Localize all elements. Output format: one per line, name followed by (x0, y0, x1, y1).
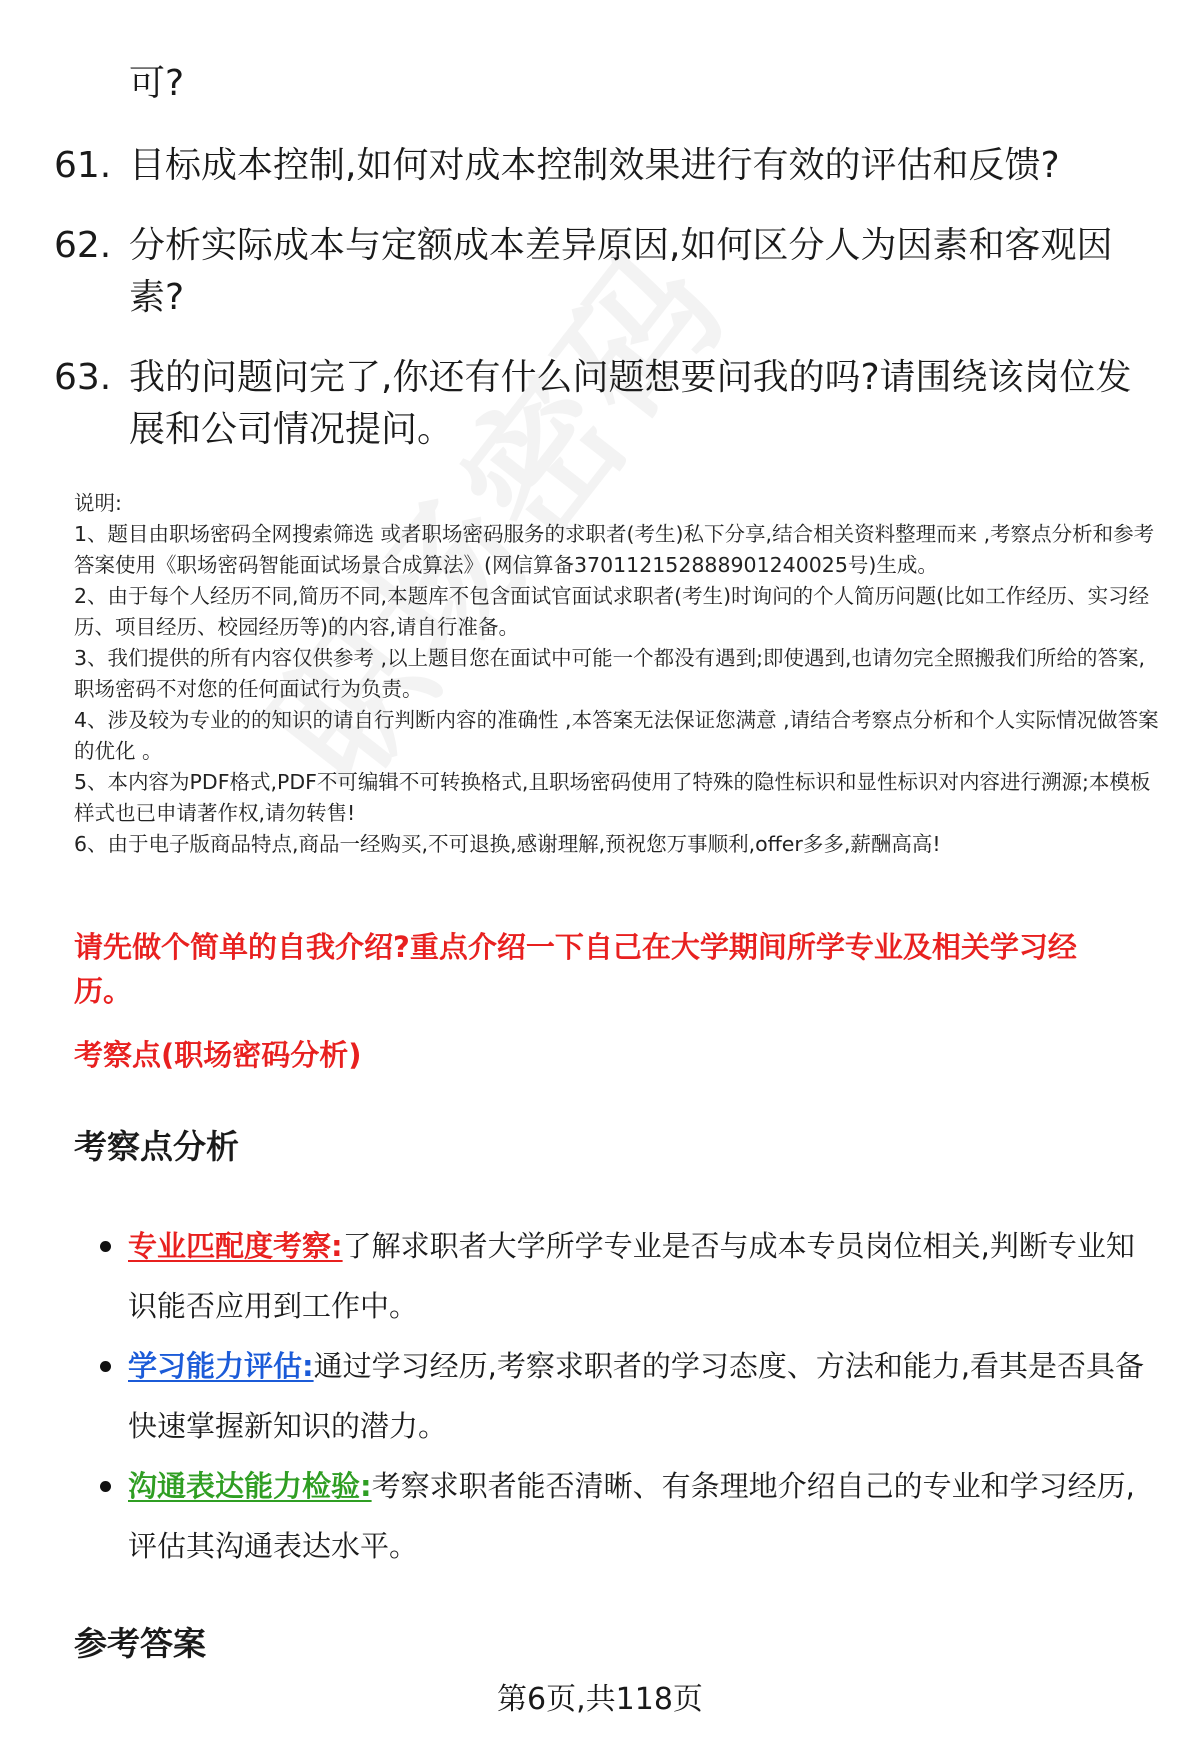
question-number: 61. (54, 145, 112, 186)
question-text: 我的问题问完了,你还有什么问题想要问我的吗?请围绕该岗位发展和公司情况提问。 (129, 357, 1132, 450)
point-keyword: 沟通表达能力检验: (128, 1469, 372, 1503)
note-item: 2、由于每个人经历不同,简历不同,本题库不包含面试官面试求职者(考生)时询问的个人简历问题(比如工作经历、实习经历、项目经历、校园经历等)的内容,请自行准备。 (74, 584, 1150, 639)
bullet-icon (100, 1241, 111, 1252)
notes-title: 说明: (74, 491, 122, 515)
point-text: 考察求职者能否清晰、有条理地介绍自己的专业和学习经历,评估其沟通表达水平。 (128, 1469, 1135, 1563)
question-number: 63. (54, 357, 112, 398)
point-text: 通过学习经历,考察求职者的学习态度、方法和能力,看其是否具备快速掌握新知识的潜力。 (128, 1349, 1145, 1443)
note-item: 4、涉及较为专业的的知识的请自行判断内容的准确性 ,本答案无法保证您满意 ,请结合考察点分析和个人实际情况做答案的优化 。 (74, 708, 1159, 763)
question-number: 62. (54, 225, 112, 266)
analysis-point (100, 1336, 1160, 1456)
point-keyword: 专业匹配度考察: (128, 1229, 343, 1263)
answer-heading: 参考答案 (74, 1624, 206, 1663)
page-footer: 第6页,共118页 (497, 1682, 703, 1717)
note-item: 5、本内容为PDF格式,PDF不可编辑不可转换格式,且职场密码使用了特殊的隐性标识和显性标识对内容进行溯源;本模板样式也已申请著作权,请勿转售! (74, 770, 1151, 825)
question-list (54, 140, 1154, 484)
note-item: 6、由于电子版商品特点,商品一经购买,不可退换,感谢理解,预祝您万事顺利,offer多多,薪酬高高! (74, 832, 941, 856)
analysis-point (100, 1456, 1160, 1576)
point-keyword: 学习能力评估: (128, 1349, 314, 1383)
point-text: 了解求职者大学所学专业是否与成本专员岗位相关,判断专业知识能否应用到工作中。 (128, 1229, 1135, 1323)
note-item: 3、我们提供的所有内容仅供参考 ,以上题目您在面试中可能一个都没有遇到;即使遇到,也请勿完全照搬我们所给的答案,职场密码不对您的任何面试行为负责。 (74, 646, 1146, 701)
bullet-icon (100, 1481, 111, 1492)
exam-point-label: 考察点(职场密码分析) (74, 1038, 362, 1072)
question-text: 分析实际成本与定额成本差异原因,如何区分人为因素和客观因素? (129, 225, 1113, 318)
analysis-points (100, 1216, 1160, 1576)
note-item: 1、题目由职场密码全网搜索筛选 或者职场密码服务的求职者(考生)私下分享,结合相关资料整理而来 ,考察点分析和参考答案使用《职场密码智能面试场景合成算法》(网信算备370112152888901240025号)生成。 (74, 522, 1155, 577)
question-continuation: 可? (129, 63, 185, 104)
question-item (54, 352, 1154, 456)
question-item (54, 140, 1154, 192)
question-item (54, 220, 1154, 324)
analysis-heading: 考察点分析 (74, 1127, 239, 1166)
question-text: 目标成本控制,如何对成本控制效果进行有效的评估和反馈? (129, 145, 1060, 186)
analysis-point (100, 1216, 1160, 1336)
bullet-icon (100, 1361, 111, 1372)
interview-question: 请先做个简单的自我介绍?重点介绍一下自己在大学期间所学专业及相关学习经历。 (74, 930, 1077, 1008)
notes-section (74, 488, 1164, 860)
